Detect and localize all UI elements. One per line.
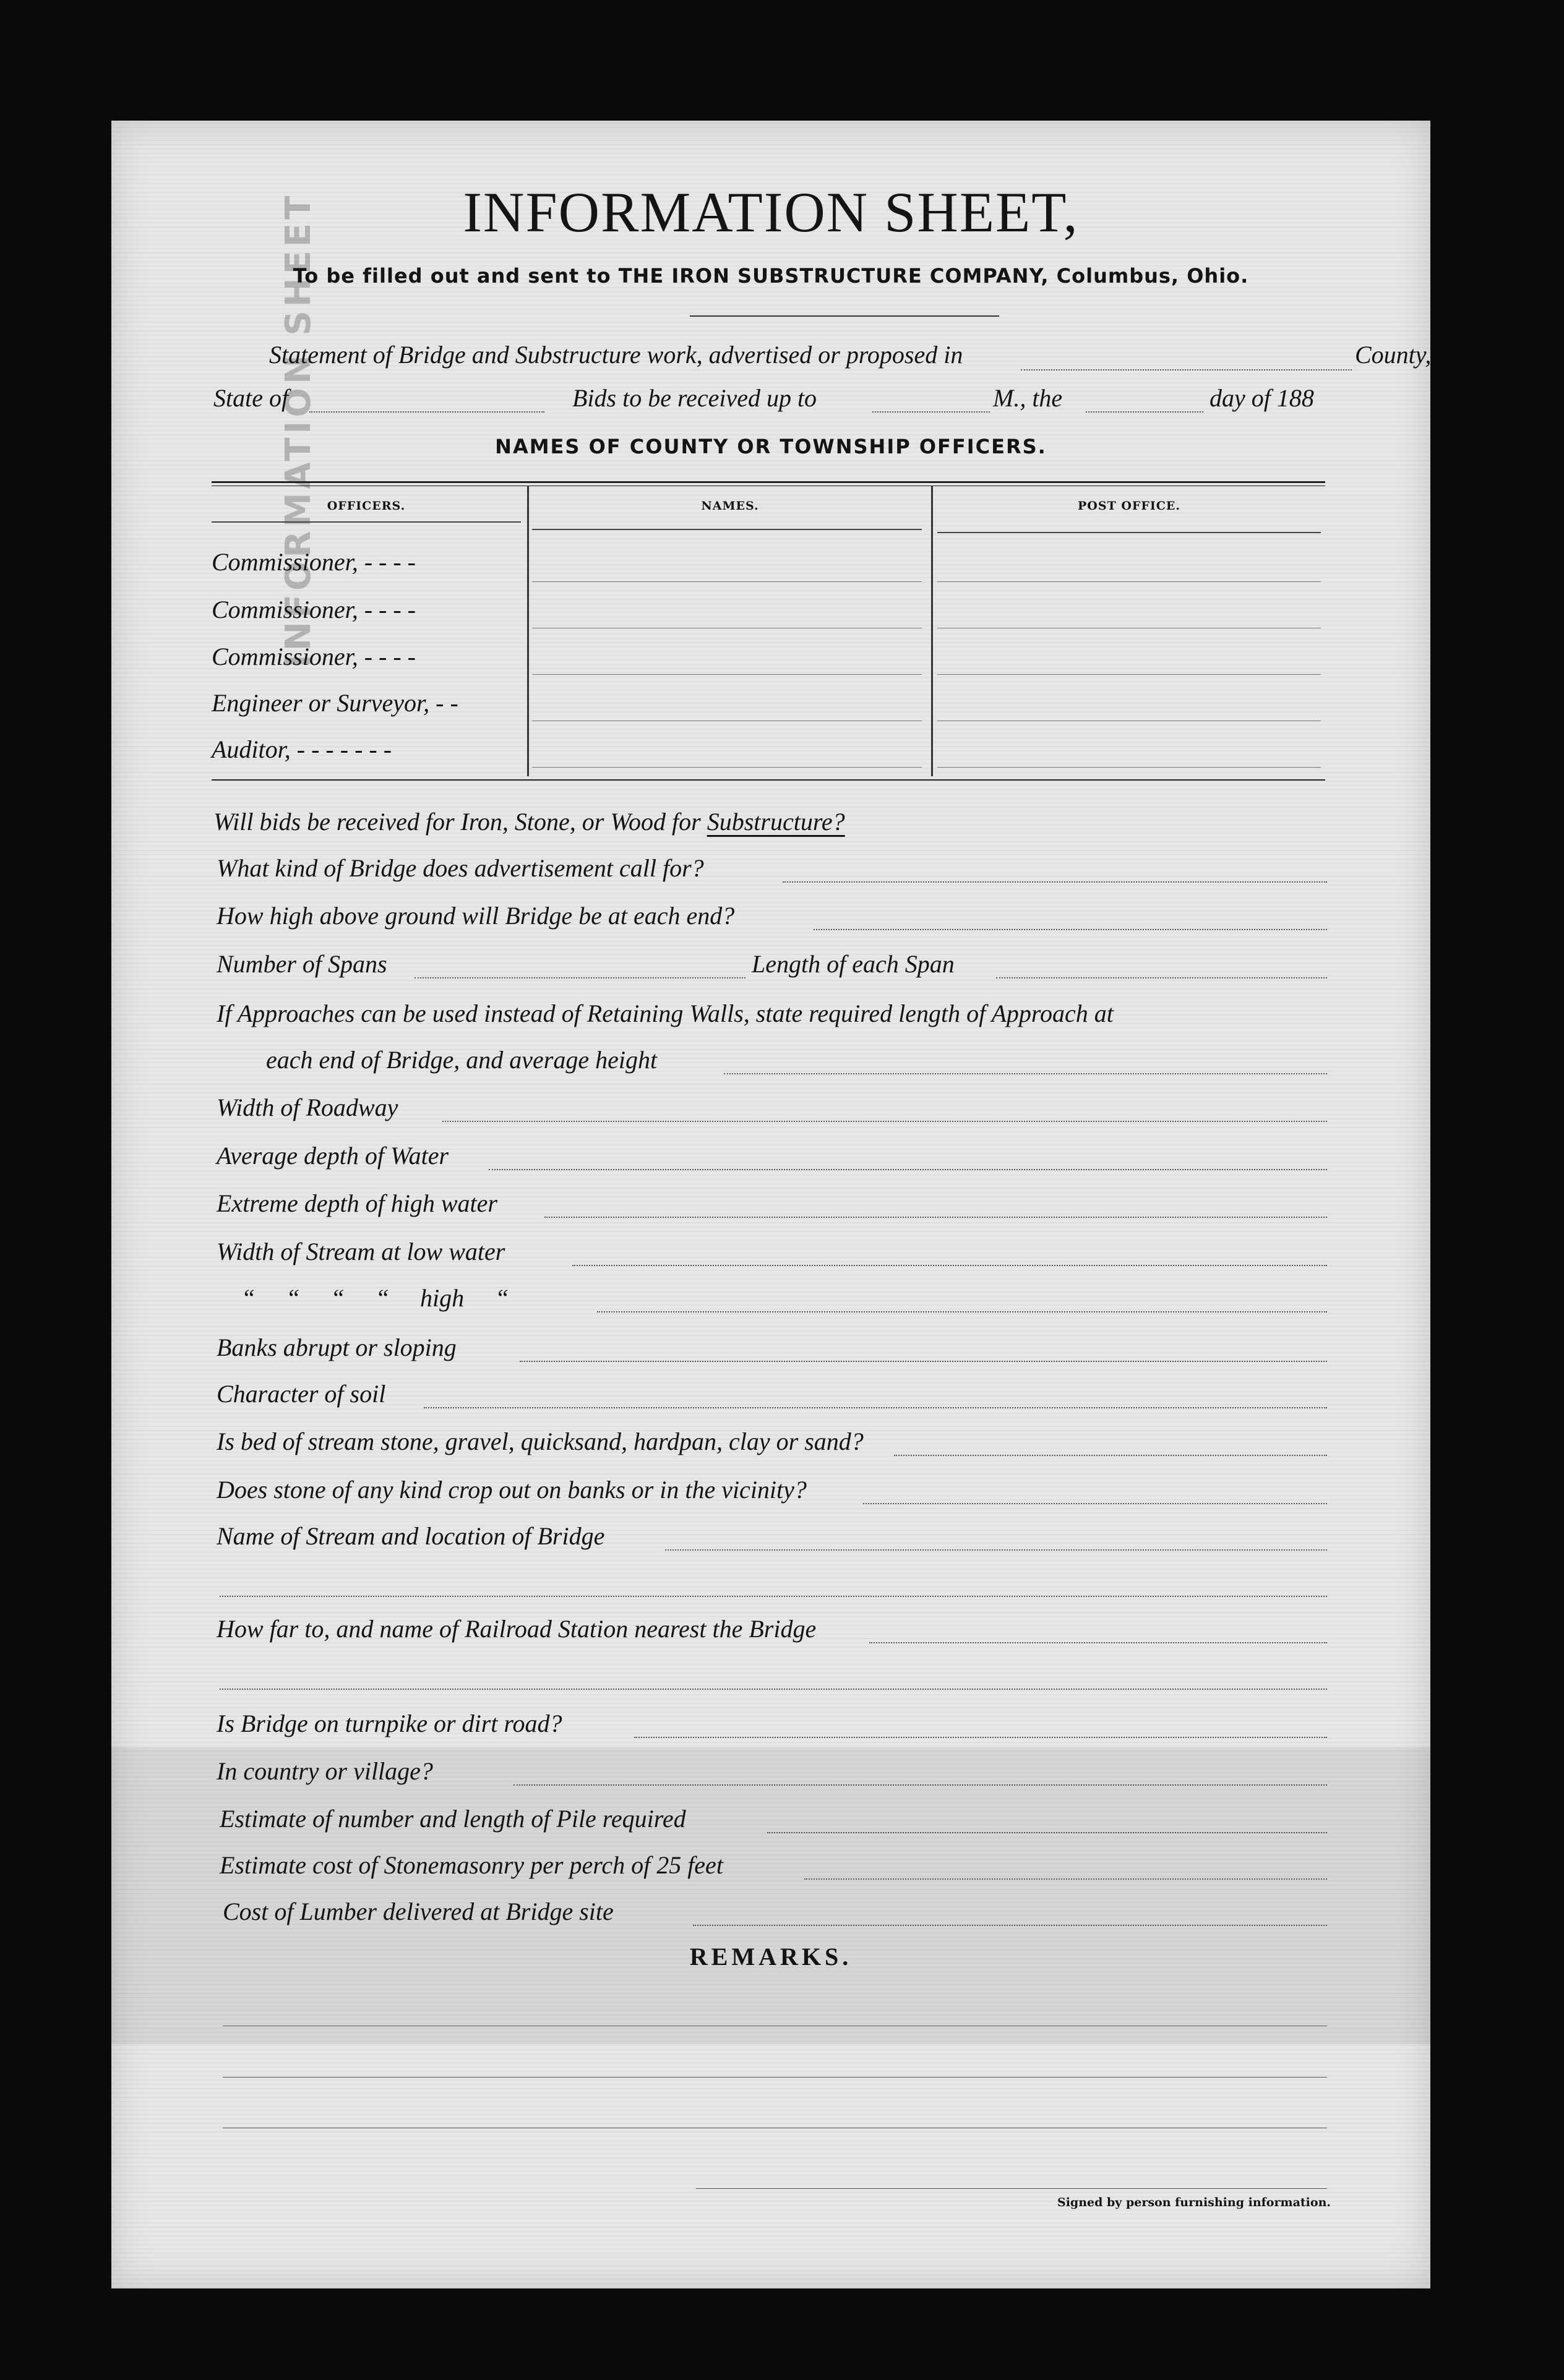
- question-stream-high: “ “ “ “ high “: [241, 1284, 509, 1312]
- question-pile-estimate: Estimate of number and length of Pile required: [220, 1805, 686, 1833]
- question-bridge-kind: What kind of Bridge does advertisement call for?: [217, 854, 704, 882]
- question-water-depth: Average depth of Water: [217, 1142, 449, 1170]
- answer-field[interactable]: [783, 881, 1327, 883]
- remarks-line[interactable]: [223, 2077, 1327, 2078]
- statement-line1-label: Statement of Bridge and Substructure work, advertised or proposed in: [269, 341, 963, 369]
- question-soil: Character of soil: [217, 1380, 386, 1408]
- answer-field[interactable]: [442, 1121, 1327, 1122]
- signature-line[interactable]: [696, 2188, 1327, 2189]
- question-road-type: Is Bridge on turnpike or dirt road?: [217, 1710, 562, 1737]
- answer-field[interactable]: [894, 1455, 1327, 1456]
- span-length-field[interactable]: [996, 977, 1327, 978]
- answer-field-continued[interactable]: [220, 1689, 1327, 1690]
- header-underline: [937, 532, 1321, 533]
- question-approaches: If Approaches can be used instead of Retaining Walls, state required length of Approach at: [217, 1000, 1114, 1027]
- header-underline: [212, 521, 521, 523]
- day-of-label: day of 188: [1210, 384, 1314, 412]
- spans-field[interactable]: [415, 977, 745, 978]
- answer-field[interactable]: [724, 1073, 1327, 1074]
- answer-field[interactable]: [634, 1737, 1327, 1738]
- question-high-water: Extreme depth of high water: [217, 1189, 497, 1217]
- question-roadway-width: Width of Roadway: [217, 1094, 398, 1121]
- question-lumber-cost: Cost of Lumber delivered at Bridge site: [223, 1898, 614, 1925]
- bids-time-field[interactable]: [872, 411, 990, 413]
- question-underlined-text: Substructure?: [707, 808, 845, 836]
- answer-field[interactable]: [767, 1832, 1327, 1833]
- question-stream-bed: Is bed of stream stone, gravel, quicksand, hardpan, clay or sand?: [217, 1428, 864, 1455]
- table-top-rule: [212, 481, 1325, 483]
- post-office-field[interactable]: [937, 581, 1321, 582]
- col-names: NAMES.: [701, 499, 759, 513]
- question-approaches-cont: each end of Bridge, and average height: [266, 1046, 658, 1074]
- answer-field[interactable]: [814, 929, 1327, 930]
- answer-field[interactable]: [804, 1878, 1327, 1880]
- col-officers: OFFICERS.: [327, 499, 406, 513]
- statement-county-label: County,: [1355, 341, 1432, 369]
- page-title: INFORMATION SHEET,: [463, 181, 1079, 244]
- question-span-length: Length of each Span: [752, 950, 955, 978]
- question-country-village: In country or village?: [217, 1757, 433, 1785]
- officer-row-label: Commissioner, - - - -: [212, 643, 416, 670]
- county-field[interactable]: [1021, 369, 1352, 370]
- officers-heading: NAMES OF COUNTY OR TOWNSHIP OFFICERS.: [495, 435, 1047, 458]
- question-banks: Banks abrupt or sloping: [217, 1333, 457, 1361]
- col-post-office: POST OFFICE.: [1078, 499, 1180, 513]
- answer-field[interactable]: [520, 1361, 1327, 1362]
- officer-row-label: Commissioner, - - - -: [212, 596, 416, 623]
- question-stonemasonry-cost: Estimate cost of Stonemasonry per perch of 25 feet: [220, 1851, 723, 1879]
- question-bid-materials: [213, 807, 845, 836]
- names-field[interactable]: [532, 581, 922, 582]
- answer-field[interactable]: [693, 1925, 1327, 1926]
- names-field[interactable]: [532, 767, 922, 768]
- answer-field[interactable]: [424, 1407, 1327, 1408]
- state-of-label: State of: [213, 384, 289, 412]
- table-divider-2: [931, 486, 933, 776]
- answer-field-continued[interactable]: [220, 1596, 1327, 1597]
- names-field[interactable]: [532, 674, 922, 675]
- bids-received-label: Bids to be received up to: [572, 384, 817, 412]
- bids-day-field[interactable]: [1086, 411, 1203, 413]
- remarks-heading: REMARKS.: [689, 1943, 853, 1971]
- header-underline: [532, 529, 922, 530]
- answer-field[interactable]: [544, 1217, 1327, 1218]
- question-number-of-spans: Number of Spans: [217, 950, 387, 978]
- page-subtitle: To be filled out and sent to THE IRON SUBSTRUCTURE COMPANY, Columbus, Ohio.: [293, 264, 1249, 288]
- answer-field[interactable]: [597, 1311, 1327, 1312]
- answer-field[interactable]: [489, 1169, 1327, 1170]
- answer-field[interactable]: [665, 1549, 1327, 1551]
- answer-field[interactable]: [869, 1642, 1327, 1643]
- table-divider-1: [527, 486, 529, 776]
- answer-field[interactable]: [863, 1503, 1327, 1504]
- question-stone-crop: Does stone of any kind crop out on banks or in the vicinity?: [217, 1476, 807, 1504]
- state-field[interactable]: [309, 411, 544, 413]
- question-text: Will bids be received for Iron, Stone, or Wood for: [213, 808, 701, 836]
- answer-field[interactable]: [572, 1265, 1327, 1266]
- signature-caption: Signed by person furnishing information.: [1057, 2196, 1331, 2209]
- question-bridge-height: How high above ground will Bridge be at each end?: [217, 902, 735, 930]
- meridian-label: M., the: [993, 384, 1063, 412]
- answer-field[interactable]: [513, 1784, 1327, 1786]
- information-sheet-form: [111, 121, 1430, 2288]
- post-office-field[interactable]: [937, 767, 1321, 768]
- fold-shadow: [111, 1747, 1430, 2044]
- question-railroad-station: How far to, and name of Railroad Station nearest the Bridge: [217, 1615, 817, 1643]
- post-office-field[interactable]: [937, 674, 1321, 675]
- officer-row-label: Engineer or Surveyor, - -: [212, 689, 458, 717]
- question-stream-low: Width of Stream at low water: [217, 1238, 505, 1265]
- table-bottom-rule: [212, 779, 1325, 781]
- officer-row-label: Auditor, - - - - - - -: [212, 735, 392, 763]
- title-divider: [690, 315, 999, 317]
- officer-row-label: Commissioner, - - - -: [212, 548, 416, 576]
- side-stamp: INFORMATION SHEET: [278, 192, 319, 668]
- question-stream-name: Name of Stream and location of Bridge: [217, 1522, 605, 1550]
